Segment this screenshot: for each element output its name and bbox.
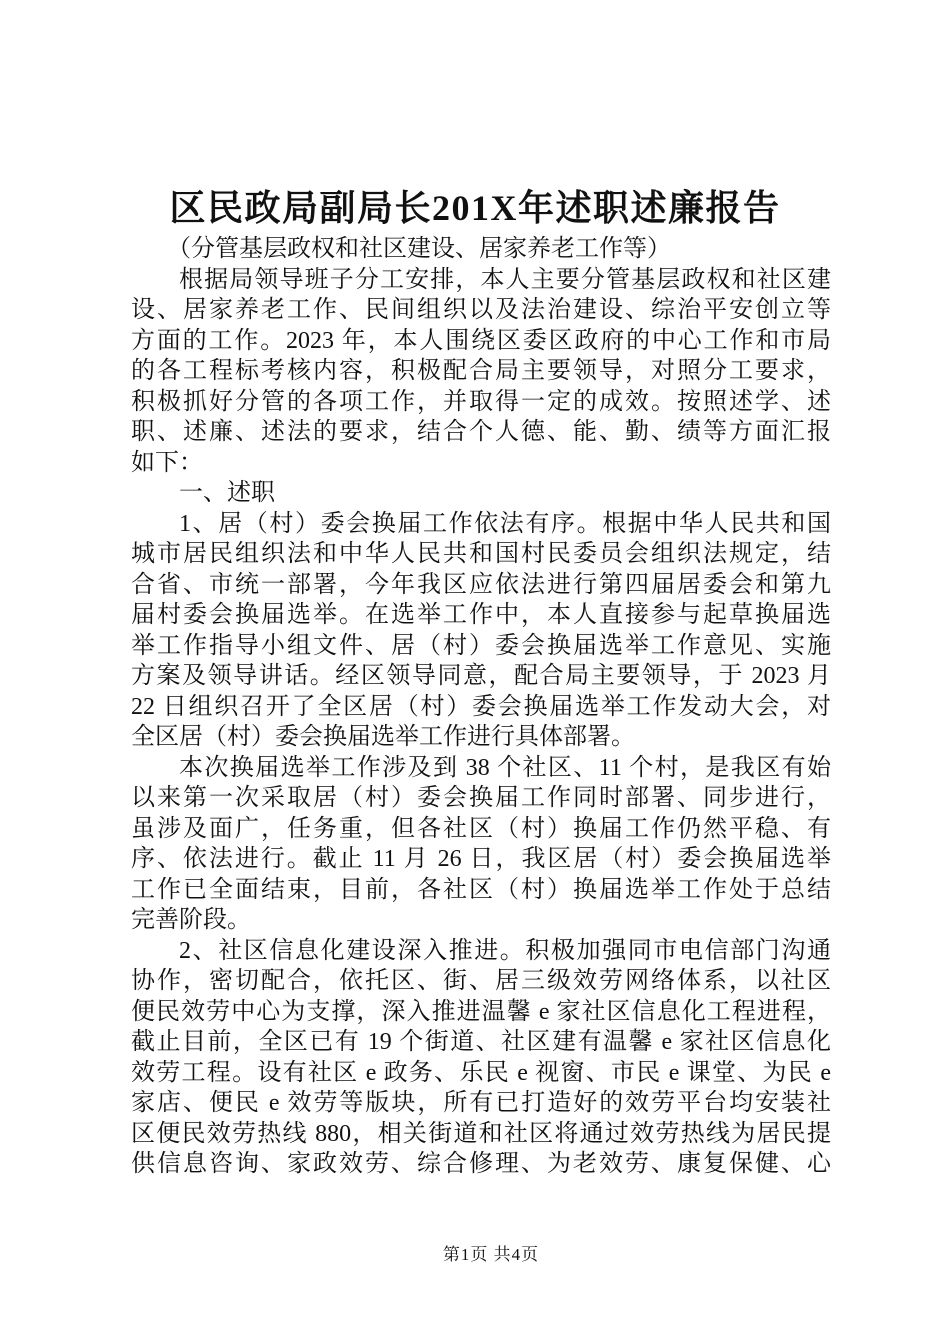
paragraph-line: 1、居（村）委会换届工作依法有序。根据中华人民共和国 xyxy=(179,510,831,537)
paragraph-line: 积极抓好分管的各项工作，并取得一定的成效。按照述学、述 xyxy=(131,388,831,415)
intro-paragraph xyxy=(131,265,831,479)
paragraph-line: 虽涉及面广，任务重，但各社区（村）换届工作仍然平稳、有 xyxy=(131,815,831,842)
paragraph-informatization xyxy=(131,936,831,1180)
paragraph-line: 完善阶段。 xyxy=(131,907,251,933)
paragraph-line: 举工作指导小组文件、居（村）委会换届选举工作意见、实施 xyxy=(131,632,831,659)
paragraph-line: 城市居民组织法和中华人民共和国村民委员会组织法规定，结 xyxy=(131,541,831,567)
paragraph-line: 序、依法进行。截止 11 月 26 日，我区居（村）委会换届选举 xyxy=(131,846,831,872)
document-subtitle: （分管基层政权和社区建设、居家养老工作等） xyxy=(167,236,671,262)
paragraph-line: 工作已全面结束，目前，各社区（村）换届选举工作处于总结 xyxy=(131,876,831,903)
paragraph-line: 方面的工作。2023 年，本人围绕区委区政府的中心工作和市局 xyxy=(131,327,831,354)
paragraph-line: 截止目前，全区已有 19 个街道、社区建有温馨 e 家社区信息化 xyxy=(131,1029,831,1055)
paragraph-line: 协作，密切配合，依托区、街、居三级效劳网络体系，以社区 xyxy=(131,968,831,994)
paragraph-line: 设、居家养老工作、民间组织以及法治建设、综治平安创立等 xyxy=(131,297,831,323)
paragraph-line: 家店、便民 e 效劳等版块，所有已打造好的效劳平台均安装社 xyxy=(131,1090,831,1116)
paragraph-line: 便民效劳中心为支撑，深入推进温馨 e 家社区信息化工程进程， xyxy=(131,998,831,1025)
paragraph-election-scope xyxy=(131,753,831,936)
paragraph-line: 届村委会换届选举。在选举工作中，本人直接参与起草换届选 xyxy=(131,602,831,628)
paragraph-line: 区便民效劳热线 880，相关街道和社区将通过效劳热线为居民提 xyxy=(131,1120,831,1147)
paragraph-line: 以来第一次采取居（村）委会换届工作同时部署、同步进行， xyxy=(131,785,831,811)
paragraph-line: 合省、市统一部署，今年我区应依法进行第四届居委会和第九 xyxy=(131,571,831,598)
paragraph-line: 如下： xyxy=(131,449,203,476)
paragraph-election xyxy=(131,509,831,753)
paragraph-line: 的各工程标考核内容，积极配合局主要领导，对照分工要求， xyxy=(131,358,831,384)
document-title: 区民政局副局长201X年述职述廉报告 xyxy=(169,188,781,228)
paragraph-line: 22 日组织召开了全区居（村）委会换届选举工作发动大会，对 xyxy=(131,693,831,720)
section-heading: 一、述职 xyxy=(179,480,275,506)
paragraph-line: 根据局领导班子分工安排，本人主要分管基层政权和社区建 xyxy=(179,266,831,293)
paragraph-line: 方案及领导讲话。经区领导同意，配合局主要领导，于 2023 月 xyxy=(131,663,831,689)
paragraph-line: 全区居（村）委会换届选举工作进行具体部署。 xyxy=(131,724,635,750)
paragraph-line: 效劳工程。设有社区 e 政务、乐民 e 视窗、市民 e 课堂、为民 e xyxy=(131,1059,831,1086)
page-number-footer: 第1页 共4页 xyxy=(442,1245,540,1264)
document-body xyxy=(131,234,831,1180)
paragraph-line: 供信息咨询、家政效劳、综合修理、为老效劳、康复保健、心 xyxy=(131,1151,831,1177)
paragraph-line: 2、社区信息化建设深入推进。积极加强同市电信部门沟通 xyxy=(179,937,831,964)
paragraph-line: 本次换届选举工作涉及到 38 个社区、11 个村，是我区有始 xyxy=(179,754,831,781)
paragraph-line: 职、述廉、述法的要求，结合个人德、能、勤、绩等方面汇报 xyxy=(131,419,831,445)
